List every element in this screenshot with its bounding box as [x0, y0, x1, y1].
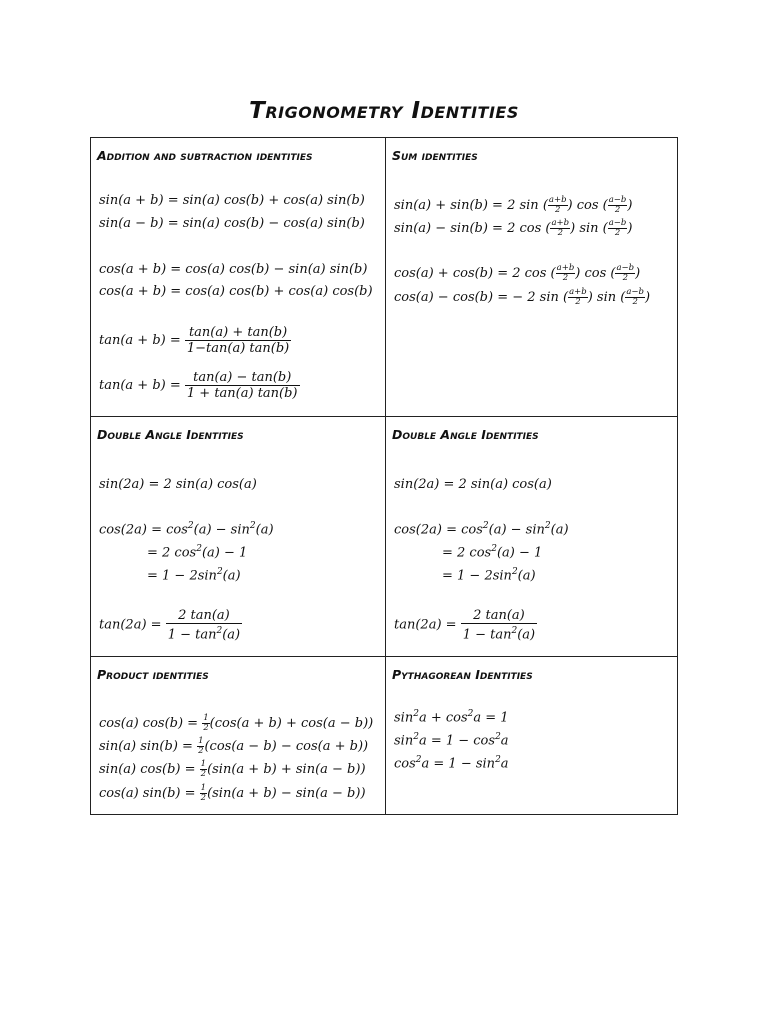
identity-line: sin(a + b) = sin(a) cos(b) + cos(a) sin(b): [99, 193, 365, 208]
identity-line: cos(a) cos(b) = $\frac{1}{2}$ (cos(a + b) + cos(a − b)): [99, 713, 374, 733]
identity-line: sin(a) + sin(b) = 2 sin ( $\frac{a+b}{2}$ ) cos ( $\frac{a-b}{2}$ ): [394, 195, 633, 215]
cell-heading: Pythagorean Identities: [392, 667, 533, 682]
identity-line: sin(2a) = 2 sin(a) cos(a): [99, 477, 257, 492]
fraction: $\frac{\tan(a) + \tan(b)}{1-\tan(a) \tan(b)}$: [186, 325, 290, 356]
page-title: Trigonometry Identities: [249, 98, 519, 124]
fraction: $\frac{\tan(a) - \tan(b)}{1 + \tan(a) \tan(b)}$: [186, 370, 298, 401]
cell-product-identities: [91, 657, 385, 815]
identity-line: sin(a) − sin(b) = 2 cos ( $\frac{a+b}{2}$ ) sin ( $\frac{a-b}{2}$ ): [394, 218, 633, 238]
cell-heading: Double Angle Identities: [97, 427, 244, 442]
identity-line: $\cos(2a) = \cos^2(a) - \sin^2(a)$: [394, 521, 569, 538]
fraction: $\frac{2 \tan(a)}{1 - \tan^2(a)}$: [462, 608, 536, 643]
cell-pythagorean-identities: [386, 657, 678, 815]
fraction: $\frac{2 \tan(a)}{1 - \tan^2(a)}$: [167, 608, 241, 643]
cell-heading: Sum identities: [392, 148, 478, 163]
identity-line: = $1 - 2\sin^2(a)$: [442, 567, 536, 584]
identity-line: cos(a) − cos(b) = − 2 sin ( $\frac{a+b}{2}$ ) sin ( $\frac{a-b}{2}$ ): [394, 287, 651, 307]
cell-double-angle-left: [91, 417, 385, 656]
identity-line: $\sin^2a = 1 - \cos^2a$: [394, 732, 509, 749]
identity-line: sin(2a) = 2 sin(a) cos(a): [394, 477, 552, 492]
identity-line: cos(a) + cos(b) = 2 cos ( $\frac{a+b}{2}$ ) cos ( $\frac{a-b}{2}$ ): [394, 263, 641, 283]
identity-line: $\sin^2a + \cos^2a = 1$: [394, 709, 509, 726]
cell-heading: Product identities: [97, 667, 209, 682]
identity-line: $\cos(2a) = \cos^2(a) - \sin^2(a)$: [99, 521, 274, 538]
cell-heading: Double Angle Identities: [392, 427, 539, 442]
identity-line: cos(a + b) = cos(a) cos(b) + cos(a) cos(b): [99, 284, 373, 299]
identity-line: tan(2a) = $\frac{2 \tan(a)}{1 - \tan^2(a)}$: [99, 608, 241, 643]
identity-line: tan(2a) = $\frac{2 \tan(a)}{1 - \tan^2(a)}$: [394, 608, 536, 643]
cell-heading: Addition and subtraction identities: [97, 148, 313, 163]
identity-line: cos(a + b) = cos(a) cos(b) − sin(a) sin(b): [99, 262, 368, 277]
identity-line: tan(a + b) = $\frac{\tan(a) + \tan(b)}{1-\tan(a) \tan(b)}$: [99, 325, 290, 356]
cell-addition-subtraction: [91, 138, 385, 416]
identity-line: = $1 - 2\sin^2(a)$: [147, 567, 241, 584]
identity-line: sin(a − b) = sin(a) cos(b) − cos(a) sin(b): [99, 216, 365, 231]
identity-line: sin(a) sin(b) = $\frac{1}{2}$ (cos(a − b) − cos(a + b)): [99, 736, 369, 756]
identity-line: = 2 $\cos^2(a) - 1$: [147, 544, 248, 561]
identity-line: sin(a) cos(b) = $\frac{1}{2}$ (sin(a + b) + sin(a − b)): [99, 759, 366, 779]
identity-line: cos(a) sin(b) = $\frac{1}{2}$ (sin(a + b) − sin(a − b)): [99, 783, 366, 803]
cell-double-angle-right: [386, 417, 678, 656]
identities-table: [90, 137, 678, 815]
cell-sum-identities: [386, 138, 678, 416]
identity-line: = 2 $\cos^2(a) - 1$: [442, 544, 543, 561]
identity-line: $\cos^2a = 1 - \sin^2a$: [394, 755, 509, 772]
identity-line: tan(a + b) = $\frac{\tan(a) - \tan(b)}{1 + \tan(a) \tan(b)}$: [99, 370, 298, 401]
